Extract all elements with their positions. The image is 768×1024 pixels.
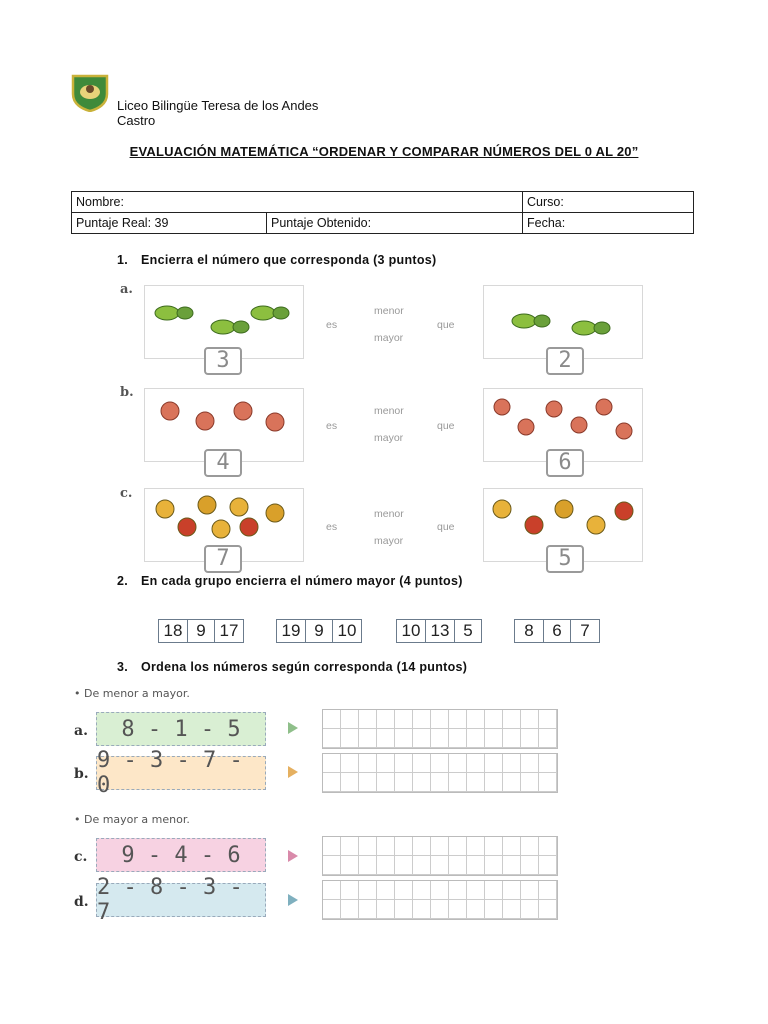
arrow-right-icon [288,722,298,734]
subheading-menor-a-mayor: • De menor a mayor. [74,687,190,700]
group-2-number[interactable]: 10 [337,621,357,640]
fecha-field[interactable]: Fecha: [523,213,694,234]
item-c-menor[interactable]: menor [374,508,404,520]
group-4-number[interactable]: 7 [580,621,590,640]
item-a-mayor[interactable]: mayor [374,332,404,344]
group-2-number[interactable]: 19 [277,620,306,642]
item-c-mayor[interactable]: mayor [374,535,404,547]
group-1-number[interactable]: 9 [188,620,215,642]
nombre-field[interactable]: Nombre: [72,192,523,213]
number-group-1 [158,619,244,643]
school-line-1: Liceo Bilingüe Teresa de los Andes [117,98,319,113]
question-1-text: Encierra el número que corresponda (3 puntos) [141,253,437,267]
item-b-es: es [326,420,338,432]
question-2 [117,574,463,588]
number-group-4 [514,619,600,643]
row-a-answer-grid[interactable] [322,709,558,749]
number-group-3 [396,619,482,643]
page-title: EVALUACIÓN MATEMÁTICA “ORDENAR Y COMPARAR NÚMEROS DEL 0 AL 20” [129,144,639,159]
row-d-letter: d. [74,894,89,910]
school-logo [70,72,110,112]
question-3-text: Ordena los números según corresponda (14 puntos) [141,660,468,674]
number-group-2 [276,619,362,643]
item-b-menor[interactable]: menor [374,405,404,417]
group-3-number[interactable]: 13 [426,620,455,642]
question-1-number: 1. [117,253,129,267]
item-c-right-number[interactable]: 5 [546,545,584,573]
puntaje-obtenido-field[interactable]: Puntaje Obtenido: [267,213,523,234]
arrow-right-icon [288,766,298,778]
item-a-right-number[interactable]: 2 [546,347,584,375]
student-info-table [71,191,694,234]
item-a-letter: a. [120,282,133,297]
item-b-que: que [437,420,455,432]
row-c-answer-grid[interactable] [322,836,558,876]
question-2-text: En cada grupo encierra el número mayor (4 puntos) [141,574,463,588]
arrow-right-icon [288,850,298,862]
group-3-number[interactable]: 10 [397,620,426,642]
group-2-number[interactable]: 9 [306,620,333,642]
row-c-letter: c. [74,849,88,865]
arrow-right-icon [288,894,298,906]
item-b-letter: b. [120,385,134,400]
group-1-number[interactable]: 18 [159,620,188,642]
question-3 [117,660,467,674]
group-4-number[interactable]: 6 [544,620,571,642]
item-c-left-number[interactable]: 7 [204,545,242,573]
school-line-2: Castro [117,113,156,128]
row-d-answer-grid[interactable] [322,880,558,920]
row-a-sequence: 8 - 1 - 5 [96,712,266,746]
question-3-number: 3. [117,660,129,674]
item-c-que: que [437,521,455,533]
question-1 [117,253,437,267]
row-c-sequence: 9 - 4 - 6 [96,838,266,872]
question-2-number: 2. [117,574,129,588]
item-c-es: es [326,521,338,533]
item-b-left-number[interactable]: 4 [204,449,242,477]
item-c-letter: c. [120,486,133,501]
row-b-letter: b. [74,766,89,782]
item-b-mayor[interactable]: mayor [374,432,404,444]
group-3-number[interactable]: 5 [463,621,473,640]
row-a-letter: a. [74,723,88,739]
item-b-right-number[interactable]: 6 [546,449,584,477]
row-d-sequence: 2 - 8 - 3 - 7 [96,883,266,917]
school-name [117,98,318,128]
puntaje-real-cell: Puntaje Real: 39 [72,213,267,234]
item-a-menor[interactable]: menor [374,305,404,317]
subheading-mayor-a-menor: • De mayor a menor. [74,813,190,826]
item-a-es: es [326,319,338,331]
row-b-answer-grid[interactable] [322,753,558,793]
group-1-number[interactable]: 17 [219,621,239,640]
item-a-left-number[interactable]: 3 [204,347,242,375]
group-4-number[interactable]: 8 [515,620,544,642]
item-a-que: que [437,319,455,331]
row-b-sequence: 9 - 3 - 7 - 0 [96,756,266,790]
curso-field[interactable]: Curso: [523,192,694,213]
